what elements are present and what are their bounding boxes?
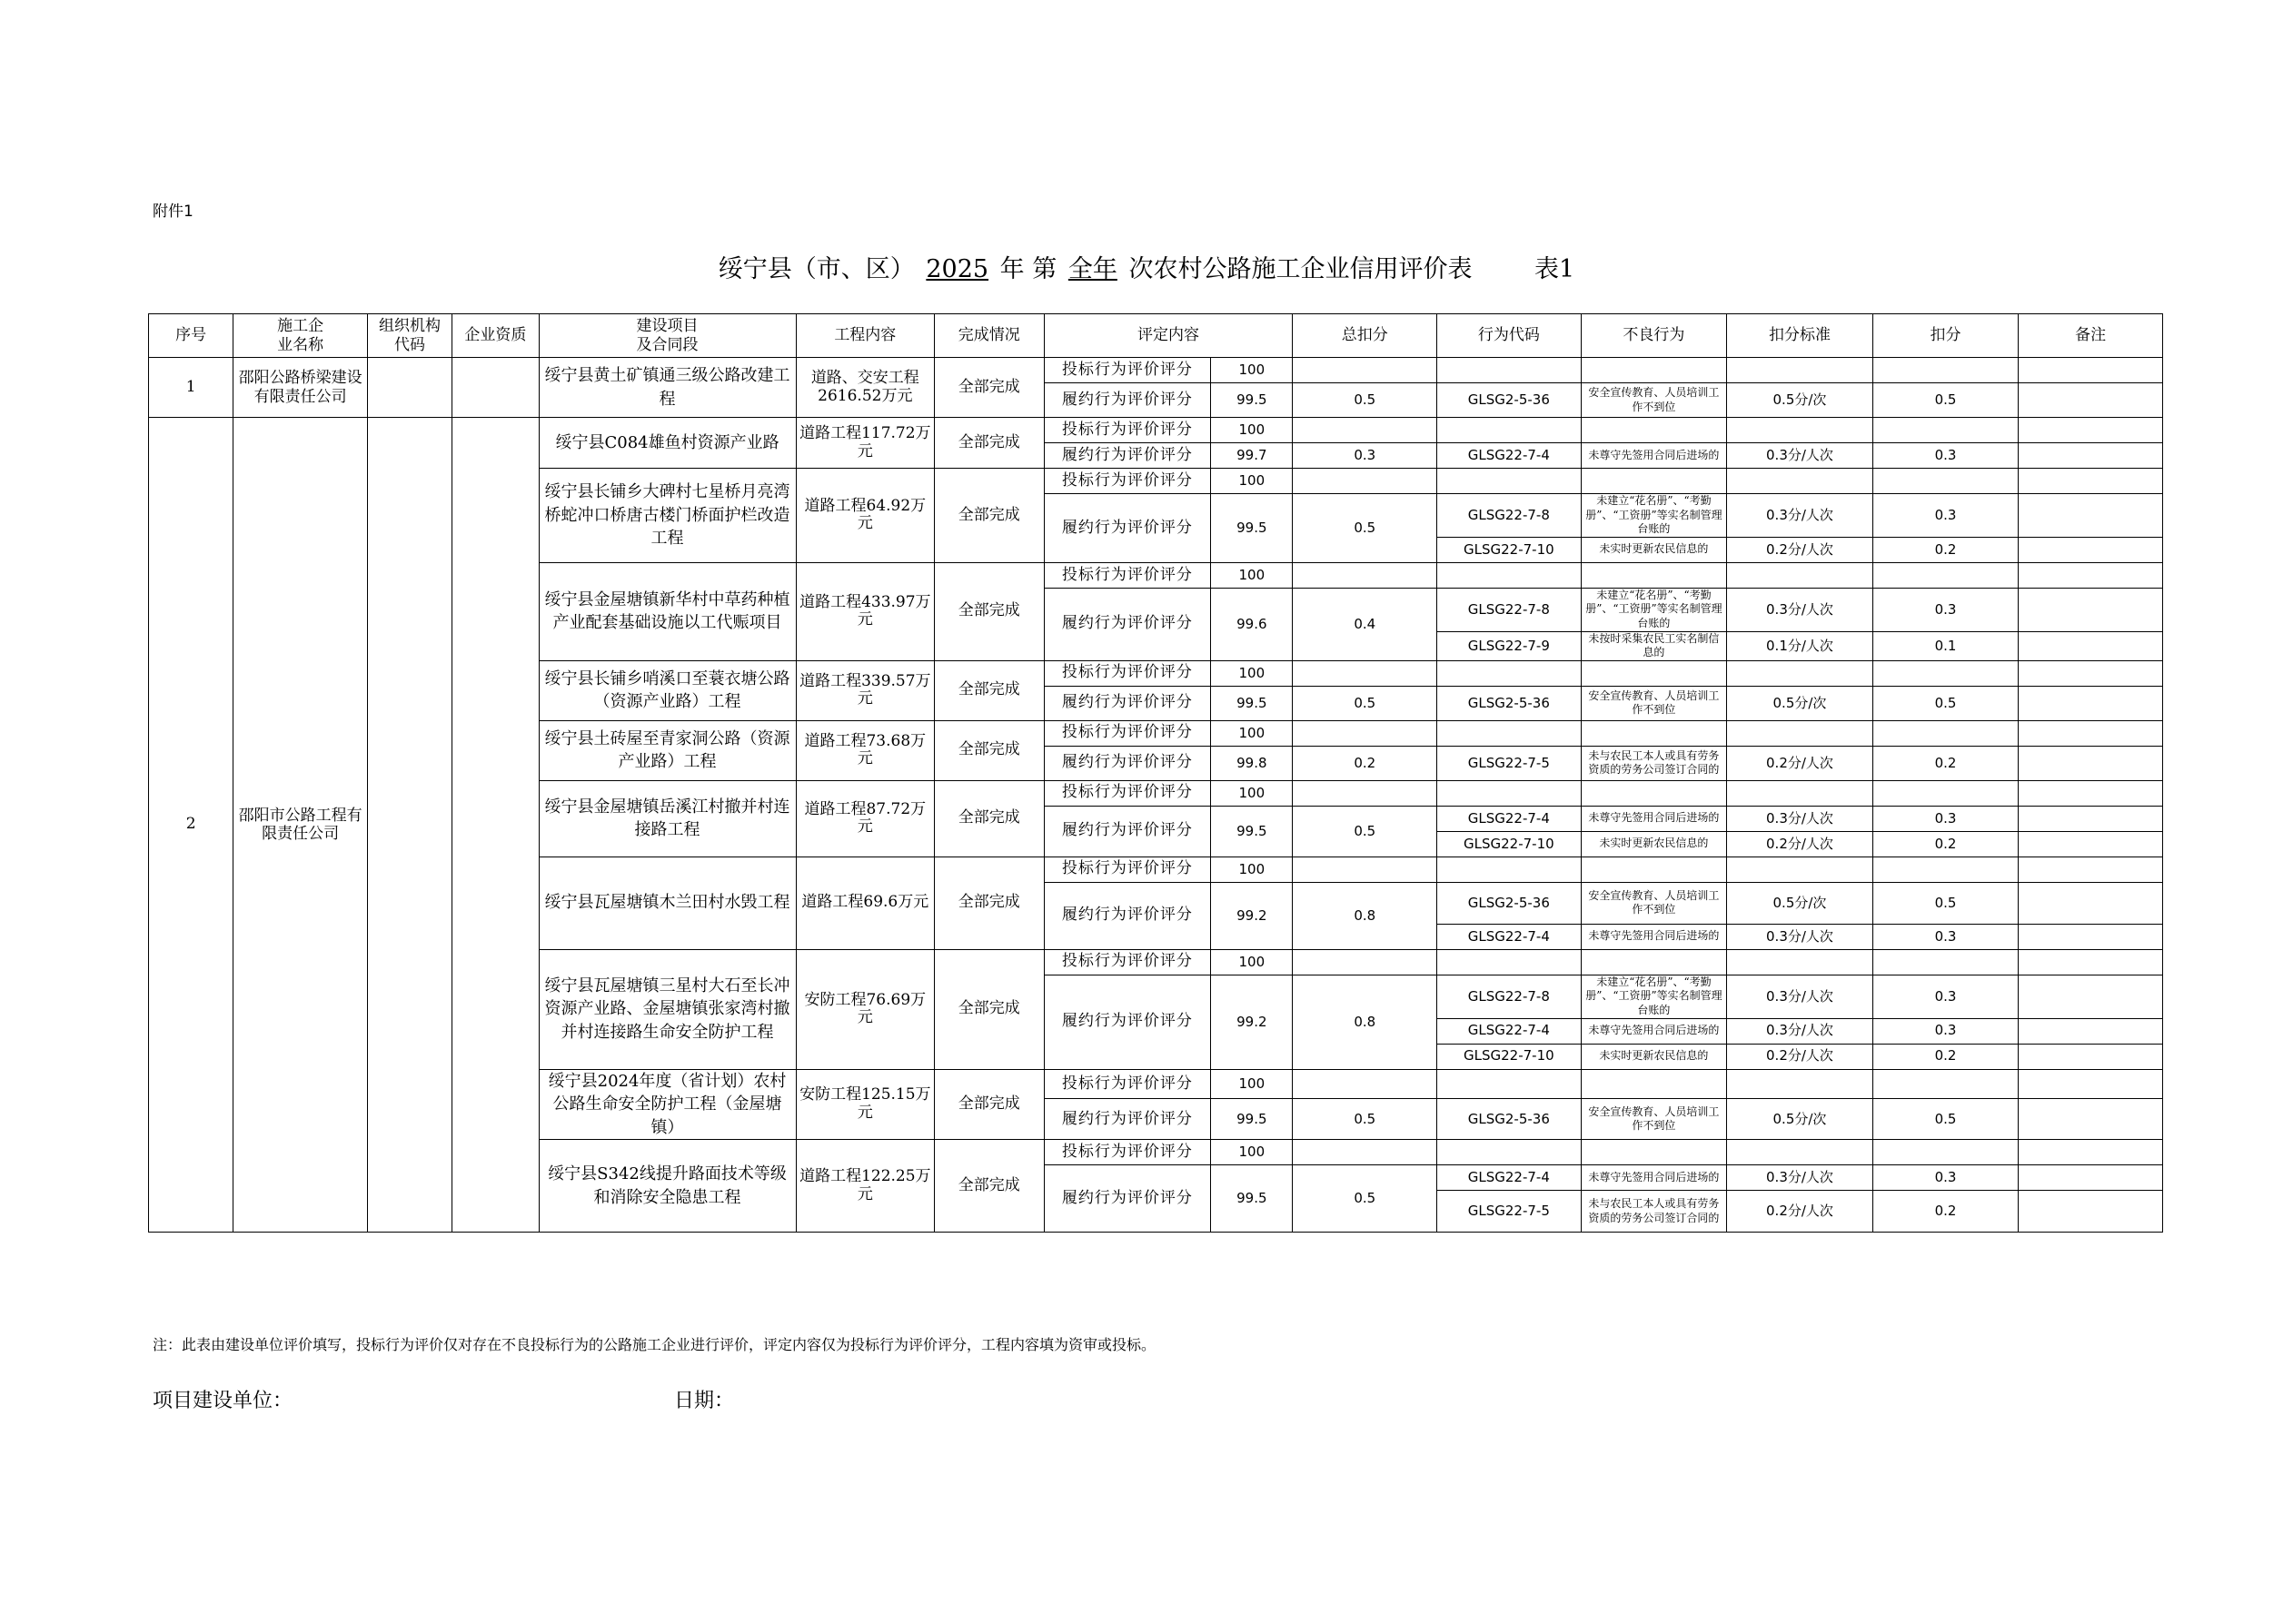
work-content-cell: 安防工程125.15万元: [796, 1069, 935, 1140]
bid-score-cell: 100: [1211, 1069, 1293, 1099]
standard-empty-cell: [1727, 720, 1873, 746]
bid-score-cell: 100: [1211, 562, 1293, 588]
perform-label-cell: 履约行为评价评分: [1044, 588, 1211, 660]
remark-cell: [2019, 831, 2163, 857]
remark-cell: [2019, 1099, 2163, 1140]
deduct-cell: 0.2: [1872, 1044, 2019, 1069]
total-deduct-cell: 0.5: [1293, 494, 1437, 563]
header-seq: 序号: [149, 314, 233, 358]
perform-score-cell: 99.5: [1211, 494, 1293, 563]
bid-label-cell: 投标行为评价评分: [1044, 857, 1211, 882]
standard-empty-cell: [1727, 469, 1873, 494]
deduct-empty-cell: [1872, 418, 2019, 443]
date-label: 日期：: [674, 1390, 735, 1412]
deduct-cell: 0.2: [1872, 537, 2019, 562]
behavior-code-cell: GLSG22-7-9: [1437, 631, 1582, 660]
bad-behavior-cell: 安全宣传教育、人员培训工作不到位: [1581, 686, 1727, 720]
perform-score-cell: 99.5: [1211, 806, 1293, 857]
behavior-code-cell: GLSG2-5-36: [1437, 686, 1582, 720]
company-name-cell: 邵阳市公路工程有限责任公司: [233, 418, 368, 1233]
bid-label-cell: 投标行为评价评分: [1044, 418, 1211, 443]
total-deduct-cell: 0.4: [1293, 588, 1437, 660]
remark-cell: [2019, 882, 2163, 924]
remark-cell: [2019, 1044, 2163, 1069]
bad-behavior-cell: 未与农民工本人或具有劳务资质的劳务公司签订合同的: [1581, 746, 1727, 780]
title-name: 次农村公路施工企业信用评价表: [1128, 255, 1473, 283]
total-deduct-cell: 0.5: [1293, 383, 1437, 418]
title-mid: 年 第: [999, 255, 1057, 283]
behavior-empty-cell: [1581, 780, 1727, 806]
deduct-empty-cell: [1872, 358, 2019, 383]
deduct-cell: 0.1: [1872, 631, 2019, 660]
bad-behavior-cell: 未尊守先签用合同后进场的: [1581, 806, 1727, 831]
table-row: [149, 418, 2163, 443]
code-empty-cell: [1437, 469, 1582, 494]
remark-cell: [2019, 469, 2163, 494]
behavior-code-cell: GLSG22-7-8: [1437, 588, 1582, 631]
deduct-standard-cell: 0.5分/次: [1727, 686, 1873, 720]
header-status: 完成情况: [935, 314, 1044, 358]
behavior-code-cell: GLSG2-5-36: [1437, 1099, 1582, 1140]
total-deduct-cell: 0.3: [1293, 443, 1437, 469]
header-company: 施工企 业名称: [233, 314, 368, 358]
remark-cell: [2019, 975, 2163, 1018]
standard-empty-cell: [1727, 1069, 1873, 1099]
status-cell: 全部完成: [935, 1140, 1044, 1233]
perform-score-cell: 99.5: [1211, 1099, 1293, 1140]
deduct-empty-cell: [1872, 780, 2019, 806]
bid-score-cell: 100: [1211, 720, 1293, 746]
header-deduct: 扣分: [1872, 314, 2019, 358]
bad-behavior-cell: 未建立“花名册”、“考勤册”、“工资册”等实名制管理台账的: [1581, 494, 1727, 538]
work-content-cell: 道路工程69.6万元: [796, 857, 935, 949]
header-eval: 评定内容: [1044, 314, 1293, 358]
behavior-empty-cell: [1581, 949, 1727, 975]
code-empty-cell: [1437, 562, 1582, 588]
remark-cell: [2019, 746, 2163, 780]
project-name-cell: 绥宁县2024年度（省计划）农村公路生命安全防护工程（金屋塘镇）: [539, 1069, 796, 1140]
bad-behavior-cell: 未尊守先签用合同后进场的: [1581, 924, 1727, 949]
remark-cell: [2019, 660, 2163, 686]
behavior-code-cell: GLSG22-7-4: [1437, 1018, 1582, 1044]
deduct-standard-cell: 0.3分/人次: [1727, 588, 1873, 631]
perform-score-cell: 99.5: [1211, 383, 1293, 418]
remark-cell: [2019, 358, 2163, 383]
standard-empty-cell: [1727, 1140, 1873, 1165]
project-name-cell: 绥宁县瓦屋塘镇三星村大石至长冲资源产业路、金屋塘镇张家湾村撤并村连接路生命安全防护工程: [539, 949, 796, 1069]
behavior-code-cell: GLSG22-7-10: [1437, 537, 1582, 562]
title-region: 绥宁县（市、区）: [718, 255, 915, 283]
remark-cell: [2019, 562, 2163, 588]
header-org-code: 组织机构 代码: [367, 314, 452, 358]
total-empty-cell: [1293, 562, 1437, 588]
deduct-standard-cell: 0.2分/人次: [1727, 1191, 1873, 1233]
standard-empty-cell: [1727, 358, 1873, 383]
header-qualification: 企业资质: [452, 314, 539, 358]
qualification-cell: [452, 358, 539, 418]
total-deduct-cell: 0.8: [1293, 882, 1437, 949]
bid-label-cell: 投标行为评价评分: [1044, 949, 1211, 975]
title-year: 2025: [926, 255, 989, 283]
perform-label-cell: 履约行为评价评分: [1044, 443, 1211, 469]
work-content-cell: 道路工程433.97万元: [796, 562, 935, 660]
perform-label-cell: 履约行为评价评分: [1044, 686, 1211, 720]
bad-behavior-cell: 安全宣传教育、人员培训工作不到位: [1581, 1099, 1727, 1140]
deduct-cell: 0.5: [1872, 882, 2019, 924]
remark-cell: [2019, 1165, 2163, 1191]
total-empty-cell: [1293, 720, 1437, 746]
deduct-cell: 0.2: [1872, 746, 2019, 780]
perform-score-cell: 99.8: [1211, 746, 1293, 780]
behavior-empty-cell: [1581, 469, 1727, 494]
total-empty-cell: [1293, 1140, 1437, 1165]
remark-cell: [2019, 494, 2163, 538]
standard-empty-cell: [1727, 949, 1873, 975]
bid-label-cell: 投标行为评价评分: [1044, 660, 1211, 686]
bad-behavior-cell: 未建立“花名册”、“考勤册”、“工资册”等实名制管理台账的: [1581, 588, 1727, 631]
deduct-empty-cell: [1872, 1140, 2019, 1165]
deduct-standard-cell: 0.3分/人次: [1727, 975, 1873, 1018]
perform-label-cell: 履约行为评价评分: [1044, 882, 1211, 949]
code-empty-cell: [1437, 949, 1582, 975]
total-empty-cell: [1293, 949, 1437, 975]
remark-cell: [2019, 806, 2163, 831]
header-content: 工程内容: [796, 314, 935, 358]
bad-behavior-cell: 未与农民工本人或具有劳务资质的劳务公司签订合同的: [1581, 1191, 1727, 1233]
header-code: 行为代码: [1437, 314, 1582, 358]
remark-cell: [2019, 1140, 2163, 1165]
deduct-standard-cell: 0.3分/人次: [1727, 806, 1873, 831]
code-empty-cell: [1437, 660, 1582, 686]
remark-cell: [2019, 924, 2163, 949]
deduct-cell: 0.3: [1872, 924, 2019, 949]
deduct-empty-cell: [1872, 660, 2019, 686]
total-empty-cell: [1293, 857, 1437, 882]
behavior-empty-cell: [1581, 1069, 1727, 1099]
remark-cell: [2019, 1191, 2163, 1233]
status-cell: 全部完成: [935, 949, 1044, 1069]
behavior-code-cell: GLSG22-7-10: [1437, 831, 1582, 857]
seq-cell: 1: [149, 358, 233, 418]
perform-score-cell: 99.5: [1211, 686, 1293, 720]
remark-cell: [2019, 588, 2163, 631]
bid-score-cell: 100: [1211, 418, 1293, 443]
total-deduct-cell: 0.5: [1293, 1165, 1437, 1233]
header-project: 建设项目 及合同段: [539, 314, 796, 358]
status-cell: 全部完成: [935, 780, 1044, 857]
perform-label-cell: 履约行为评价评分: [1044, 806, 1211, 857]
work-content-cell: 道路工程339.57万元: [796, 660, 935, 720]
project-name-cell: 绥宁县金屋塘镇岳溪江村撤并村连接路工程: [539, 780, 796, 857]
deduct-empty-cell: [1872, 1069, 2019, 1099]
status-cell: 全部完成: [935, 660, 1044, 720]
remark-cell: [2019, 686, 2163, 720]
standard-empty-cell: [1727, 660, 1873, 686]
behavior-code-cell: GLSG22-7-8: [1437, 494, 1582, 538]
bid-score-cell: 100: [1211, 1140, 1293, 1165]
table-row: [149, 358, 2163, 383]
total-deduct-cell: 0.8: [1293, 975, 1437, 1069]
total-empty-cell: [1293, 418, 1437, 443]
project-name-cell: 绥宁县长铺乡哨溪口至蓑衣塘公路（资源产业路）工程: [539, 660, 796, 720]
bad-behavior-cell: 未尊守先签用合同后进场的: [1581, 1018, 1727, 1044]
behavior-code-cell: GLSG22-7-5: [1437, 1191, 1582, 1233]
seq-cell: 2: [149, 418, 233, 1233]
table-body: [149, 358, 2163, 1233]
bad-behavior-cell: 未建立“花名册”、“考勤册”、“工资册”等实名制管理台账的: [1581, 975, 1727, 1018]
document-title: [0, 249, 2293, 284]
deduct-standard-cell: 0.1分/人次: [1727, 631, 1873, 660]
behavior-code-cell: GLSG22-7-4: [1437, 443, 1582, 469]
behavior-empty-cell: [1581, 418, 1727, 443]
behavior-empty-cell: [1581, 562, 1727, 588]
status-cell: 全部完成: [935, 418, 1044, 469]
total-empty-cell: [1293, 1069, 1437, 1099]
remark-cell: [2019, 949, 2163, 975]
deduct-standard-cell: 0.3分/人次: [1727, 443, 1873, 469]
header-remark: 备注: [2019, 314, 2163, 358]
perform-score-cell: 99.2: [1211, 975, 1293, 1069]
bad-behavior-cell: 未实时更新农民信息的: [1581, 1044, 1727, 1069]
bad-behavior-cell: 未实时更新农民信息的: [1581, 831, 1727, 857]
deduct-standard-cell: 0.5分/次: [1727, 1099, 1873, 1140]
total-deduct-cell: 0.5: [1293, 806, 1437, 857]
perform-score-cell: 99.5: [1211, 1165, 1293, 1233]
code-empty-cell: [1437, 1069, 1582, 1099]
code-empty-cell: [1437, 780, 1582, 806]
bad-behavior-cell: 未按时采集农民工实名制信息的: [1581, 631, 1727, 660]
status-cell: 全部完成: [935, 358, 1044, 418]
company-name-cell: 邵阳公路桥梁建设有限责任公司: [233, 358, 368, 418]
table-number: 表1: [1534, 255, 1575, 283]
total-empty-cell: [1293, 660, 1437, 686]
work-content-cell: 道路、交安工程2616.52万元: [796, 358, 935, 418]
project-name-cell: 绥宁县黄土矿镇通三级公路改建工程: [539, 358, 796, 418]
work-content-cell: 道路工程122.25万元: [796, 1140, 935, 1233]
project-name-cell: 绥宁县C084雄鱼村资源产业路: [539, 418, 796, 469]
behavior-empty-cell: [1581, 358, 1727, 383]
status-cell: 全部完成: [935, 720, 1044, 780]
project-name-cell: 绥宁县瓦屋塘镇木兰田村水毁工程: [539, 857, 796, 949]
behavior-empty-cell: [1581, 660, 1727, 686]
remark-cell: [2019, 631, 2163, 660]
remark-cell: [2019, 1069, 2163, 1099]
total-deduct-cell: 0.2: [1293, 746, 1437, 780]
bid-label-cell: 投标行为评价评分: [1044, 1140, 1211, 1165]
deduct-empty-cell: [1872, 562, 2019, 588]
bid-score-cell: 100: [1211, 358, 1293, 383]
bid-label-cell: 投标行为评价评分: [1044, 720, 1211, 746]
bid-label-cell: 投标行为评价评分: [1044, 469, 1211, 494]
total-deduct-cell: 0.5: [1293, 686, 1437, 720]
standard-empty-cell: [1727, 857, 1873, 882]
deduct-empty-cell: [1872, 949, 2019, 975]
status-cell: 全部完成: [935, 562, 1044, 660]
standard-empty-cell: [1727, 418, 1873, 443]
table-note: 注：此表由建设单位评价填写，投标行为评价仅对存在不良投标行为的公路施工企业进行评价，评定内容仅为投标行为评价评分，工程内容填为资审或投标。: [153, 1336, 1156, 1353]
perform-score-cell: 99.7: [1211, 443, 1293, 469]
work-content-cell: 道路工程64.92万元: [796, 469, 935, 563]
remark-cell: [2019, 418, 2163, 443]
bad-behavior-cell: 未实时更新农民信息的: [1581, 537, 1727, 562]
remark-cell: [2019, 537, 2163, 562]
behavior-empty-cell: [1581, 857, 1727, 882]
bid-label-cell: 投标行为评价评分: [1044, 358, 1211, 383]
deduct-cell: 0.3: [1872, 806, 2019, 831]
bad-behavior-cell: 未尊守先签用合同后进场的: [1581, 443, 1727, 469]
deduct-standard-cell: 0.2分/人次: [1727, 1044, 1873, 1069]
perform-score-cell: 99.6: [1211, 588, 1293, 660]
project-name-cell: 绥宁县土砖屋至青家洞公路（资源产业路）工程: [539, 720, 796, 780]
header-standard: 扣分标准: [1727, 314, 1873, 358]
behavior-empty-cell: [1581, 1140, 1727, 1165]
deduct-cell: 0.3: [1872, 588, 2019, 631]
behavior-code-cell: GLSG22-7-4: [1437, 1165, 1582, 1191]
deduct-standard-cell: 0.5分/次: [1727, 383, 1873, 418]
total-empty-cell: [1293, 780, 1437, 806]
bad-behavior-cell: 未尊守先签用合同后进场的: [1581, 1165, 1727, 1191]
deduct-cell: 0.3: [1872, 443, 2019, 469]
header-total-deduct: 总扣分: [1293, 314, 1437, 358]
status-cell: 全部完成: [935, 469, 1044, 563]
total-empty-cell: [1293, 469, 1437, 494]
bid-score-cell: 100: [1211, 660, 1293, 686]
work-content-cell: 道路工程87.72万元: [796, 780, 935, 857]
perform-label-cell: 履约行为评价评分: [1044, 975, 1211, 1069]
project-name-cell: 绥宁县S342线提升路面技术等级和消除安全隐患工程: [539, 1140, 796, 1233]
table-header-row: [149, 314, 2163, 358]
behavior-code-cell: GLSG22-7-10: [1437, 1044, 1582, 1069]
total-empty-cell: [1293, 358, 1437, 383]
credit-evaluation-table: [148, 313, 2163, 1233]
perform-label-cell: 履约行为评价评分: [1044, 746, 1211, 780]
deduct-cell: 0.5: [1872, 383, 2019, 418]
deduct-cell: 0.2: [1872, 1191, 2019, 1233]
behavior-code-cell: GLSG22-7-4: [1437, 924, 1582, 949]
remark-cell: [2019, 443, 2163, 469]
deduct-standard-cell: 0.3分/人次: [1727, 494, 1873, 538]
title-batch: 全年: [1067, 255, 1117, 283]
deduct-empty-cell: [1872, 720, 2019, 746]
deduct-cell: 0.5: [1872, 1099, 2019, 1140]
code-empty-cell: [1437, 358, 1582, 383]
attachment-label: 附件1: [153, 203, 194, 221]
org-code-cell: [367, 418, 452, 1233]
deduct-standard-cell: 0.2分/人次: [1727, 831, 1873, 857]
remark-cell: [2019, 720, 2163, 746]
behavior-code-cell: GLSG2-5-36: [1437, 882, 1582, 924]
deduct-standard-cell: 0.3分/人次: [1727, 1018, 1873, 1044]
bid-score-cell: 100: [1211, 949, 1293, 975]
behavior-code-cell: GLSG22-7-8: [1437, 975, 1582, 1018]
deduct-standard-cell: 0.5分/次: [1727, 882, 1873, 924]
qualification-cell: [452, 418, 539, 1233]
perform-score-cell: 99.2: [1211, 882, 1293, 949]
deduct-standard-cell: 0.3分/人次: [1727, 924, 1873, 949]
deduct-cell: 0.3: [1872, 1018, 2019, 1044]
bid-label-cell: 投标行为评价评分: [1044, 1069, 1211, 1099]
behavior-empty-cell: [1581, 720, 1727, 746]
deduct-cell: 0.3: [1872, 494, 2019, 538]
bid-score-cell: 100: [1211, 780, 1293, 806]
deduct-standard-cell: 0.2分/人次: [1727, 746, 1873, 780]
remark-cell: [2019, 857, 2163, 882]
perform-label-cell: 履约行为评价评分: [1044, 1099, 1211, 1140]
status-cell: 全部完成: [935, 857, 1044, 949]
code-empty-cell: [1437, 857, 1582, 882]
deduct-empty-cell: [1872, 469, 2019, 494]
total-deduct-cell: 0.5: [1293, 1099, 1437, 1140]
project-name-cell: 绥宁县长铺乡大碑村七星桥月亮湾桥蛇冲口桥唐古楼门桥面护栏改造工程: [539, 469, 796, 563]
bid-score-cell: 100: [1211, 857, 1293, 882]
bid-label-cell: 投标行为评价评分: [1044, 780, 1211, 806]
header-bad-behavior: 不良行为: [1581, 314, 1727, 358]
bid-score-cell: 100: [1211, 469, 1293, 494]
work-content-cell: 安防工程76.69万元: [796, 949, 935, 1069]
construction-unit-label: 项目建设单位：: [153, 1390, 293, 1412]
remark-cell: [2019, 383, 2163, 418]
deduct-cell: 0.3: [1872, 975, 2019, 1018]
perform-label-cell: 履约行为评价评分: [1044, 494, 1211, 563]
deduct-cell: 0.2: [1872, 831, 2019, 857]
org-code-cell: [367, 358, 452, 418]
perform-label-cell: 履约行为评价评分: [1044, 1165, 1211, 1233]
standard-empty-cell: [1727, 562, 1873, 588]
standard-empty-cell: [1727, 780, 1873, 806]
deduct-standard-cell: 0.2分/人次: [1727, 537, 1873, 562]
bad-behavior-cell: 安全宣传教育、人员培训工作不到位: [1581, 383, 1727, 418]
behavior-code-cell: GLSG22-7-4: [1437, 806, 1582, 831]
status-cell: 全部完成: [935, 1069, 1044, 1140]
behavior-code-cell: GLSG2-5-36: [1437, 383, 1582, 418]
remark-cell: [2019, 1018, 2163, 1044]
bid-label-cell: 投标行为评价评分: [1044, 562, 1211, 588]
project-name-cell: 绥宁县金屋塘镇新华村中草药种植产业配套基础设施以工代赈项目: [539, 562, 796, 660]
code-empty-cell: [1437, 418, 1582, 443]
bad-behavior-cell: 安全宣传教育、人员培训工作不到位: [1581, 882, 1727, 924]
perform-label-cell: 履约行为评价评分: [1044, 383, 1211, 418]
behavior-code-cell: GLSG22-7-5: [1437, 746, 1582, 780]
work-content-cell: 道路工程117.72万元: [796, 418, 935, 469]
deduct-empty-cell: [1872, 857, 2019, 882]
remark-cell: [2019, 780, 2163, 806]
code-empty-cell: [1437, 1140, 1582, 1165]
work-content-cell: 道路工程73.68万元: [796, 720, 935, 780]
code-empty-cell: [1437, 720, 1582, 746]
deduct-cell: 0.5: [1872, 686, 2019, 720]
deduct-cell: 0.3: [1872, 1165, 2019, 1191]
deduct-standard-cell: 0.3分/人次: [1727, 1165, 1873, 1191]
